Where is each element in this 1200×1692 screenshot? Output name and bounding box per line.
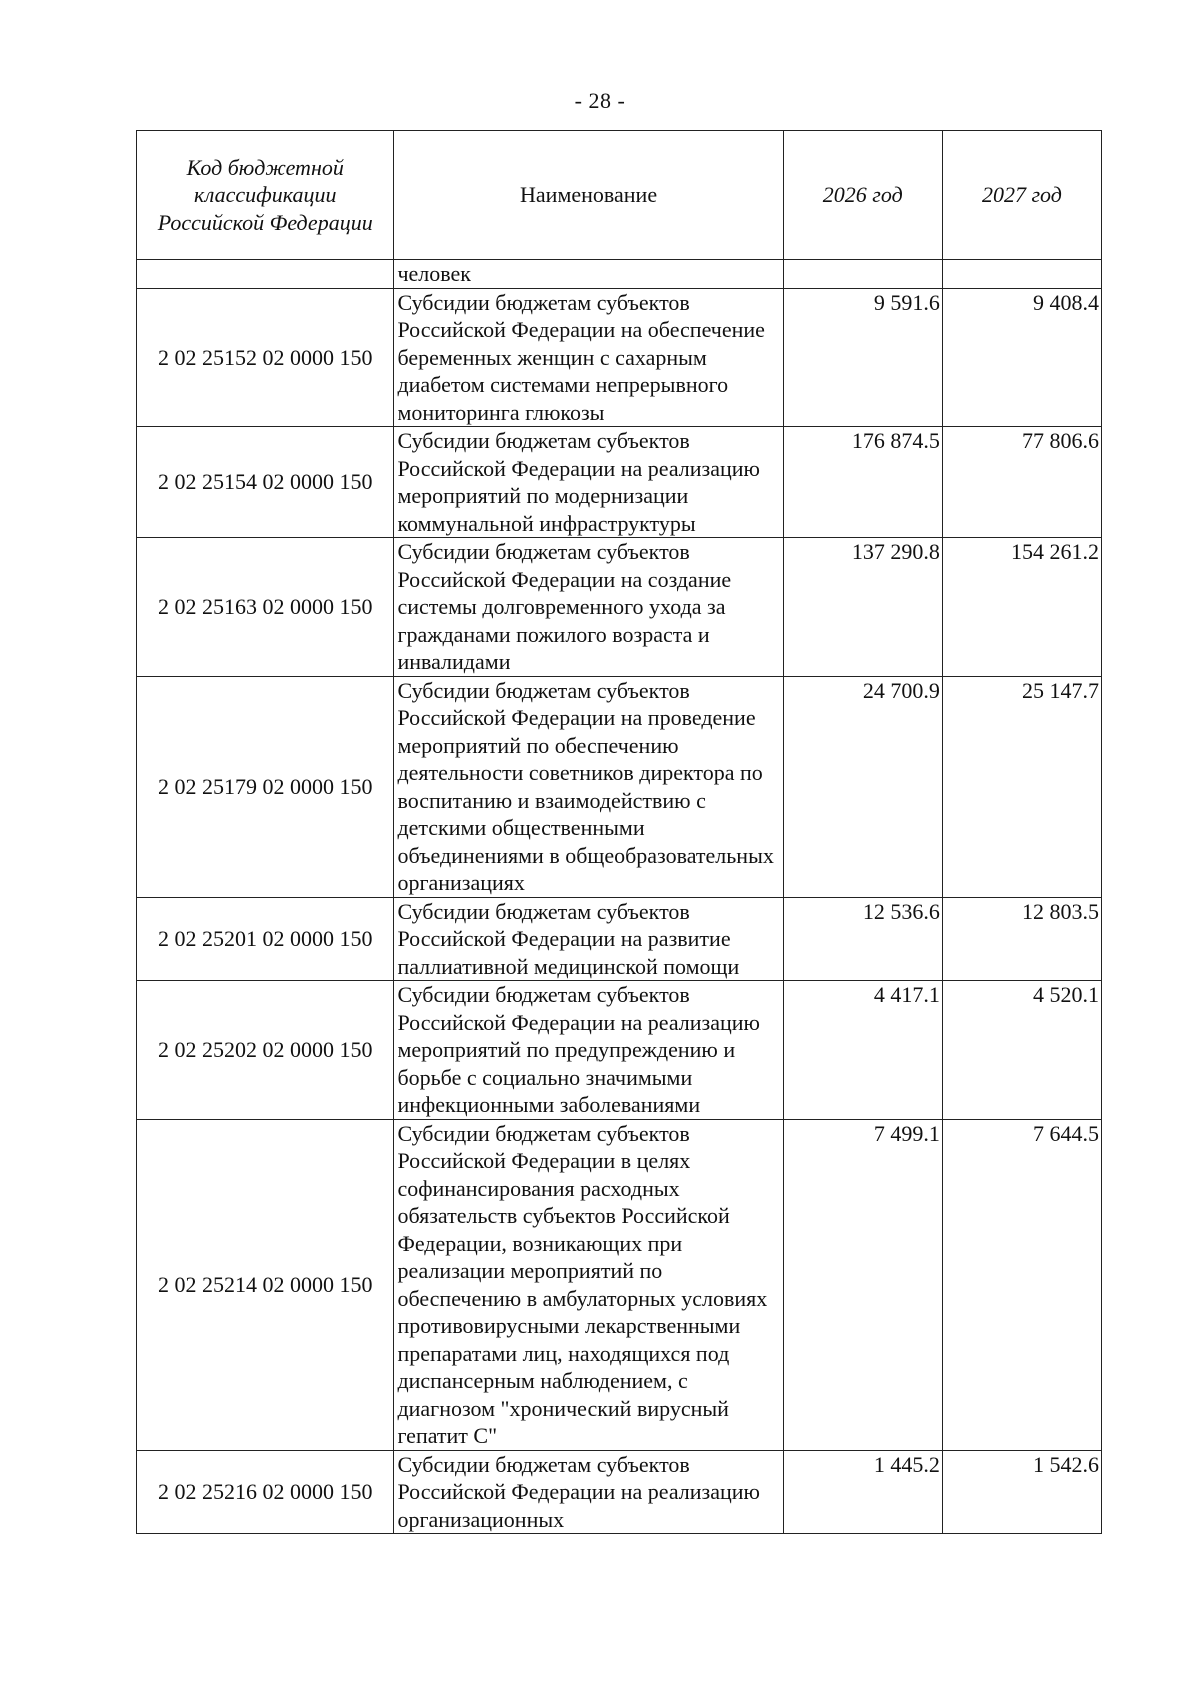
year-2026-cell: 12 536.6 — [783, 897, 942, 981]
name-cell: Субсидии бюджетам субъектов Российской Федерации в целях софинансирования расходных обязательств субъектов Российской Федерации, возникающих при реализации мероприятий по обеспечению в амбулаторных условиях противовирусными лекарственными препаратами лиц, находящихся под диспансерным наблюдением, с диагнозом "хронический вирусный гепатит С" — [394, 1119, 783, 1450]
header-year-2026: 2026 год — [783, 131, 942, 260]
table-row — [137, 288, 1102, 427]
code-cell: 2 02 25152 02 0000 150 — [137, 288, 394, 427]
header-code: Код бюджетной классификации Российской Федерации — [137, 131, 394, 260]
code-cell — [137, 260, 394, 289]
continuation-row — [137, 260, 1102, 289]
table-row — [137, 897, 1102, 981]
year-2027-cell: 1 542.6 — [942, 1450, 1101, 1534]
year-2027-cell: 4 520.1 — [942, 981, 1101, 1120]
name-cell: Субсидии бюджетам субъектов Российской Федерации на создание системы долговременного ухода за гражданами пожилого возраста и инвалидами — [394, 538, 783, 677]
year-2027-cell: 77 806.6 — [942, 427, 1101, 538]
year-2027-cell: 154 261.2 — [942, 538, 1101, 677]
name-cell: Субсидии бюджетам субъектов Российской Федерации на реализацию организационных — [394, 1450, 783, 1534]
name-cell: Субсидии бюджетам субъектов Российской Федерации на реализацию мероприятий по предупреждению и борьбе с социально значимыми инфекционными заболеваниями — [394, 981, 783, 1120]
budget-table — [136, 130, 1102, 1534]
year-2026-cell: 4 417.1 — [783, 981, 942, 1120]
header-name: Наименование — [394, 131, 783, 260]
code-cell: 2 02 25201 02 0000 150 — [137, 897, 394, 981]
year-2027-cell — [942, 260, 1101, 289]
code-cell: 2 02 25202 02 0000 150 — [137, 981, 394, 1120]
year-2026-cell: 1 445.2 — [783, 1450, 942, 1534]
code-cell: 2 02 25216 02 0000 150 — [137, 1450, 394, 1534]
name-cell: человек — [394, 260, 783, 289]
year-2026-cell: 24 700.9 — [783, 676, 942, 897]
header-year-2027: 2027 год — [942, 131, 1101, 260]
year-2026-cell: 176 874.5 — [783, 427, 942, 538]
table-header-row — [137, 131, 1102, 260]
year-2027-cell: 7 644.5 — [942, 1119, 1101, 1450]
page-number: - 28 - — [574, 88, 626, 113]
name-cell: Субсидии бюджетам субъектов Российской Федерации на проведение мероприятий по обеспечению деятельности советников директора по воспитанию и взаимодействию с детскими общественными объединениями в общеобразовательных организациях — [394, 676, 783, 897]
code-cell: 2 02 25214 02 0000 150 — [137, 1119, 394, 1450]
year-2026-cell: 137 290.8 — [783, 538, 942, 677]
name-cell: Субсидии бюджетам субъектов Российской Федерации на развитие паллиативной медицинской помощи — [394, 897, 783, 981]
code-cell: 2 02 25179 02 0000 150 — [137, 676, 394, 897]
table-row — [137, 538, 1102, 677]
name-cell: Субсидии бюджетам субъектов Российской Федерации на реализацию мероприятий по модернизации коммунальной инфраструктуры — [394, 427, 783, 538]
table-row — [137, 676, 1102, 897]
table-row — [137, 1450, 1102, 1534]
table-row — [137, 1119, 1102, 1450]
table-row — [137, 981, 1102, 1120]
code-cell: 2 02 25154 02 0000 150 — [137, 427, 394, 538]
name-cell: Субсидии бюджетам субъектов Российской Федерации на обеспечение беременных женщин с сахарным диабетом системами непрерывного мониторинга глюкозы — [394, 288, 783, 427]
year-2026-cell: 7 499.1 — [783, 1119, 942, 1450]
year-2027-cell: 9 408.4 — [942, 288, 1101, 427]
year-2026-cell: 9 591.6 — [783, 288, 942, 427]
table-row — [137, 427, 1102, 538]
year-2027-cell: 12 803.5 — [942, 897, 1101, 981]
code-cell: 2 02 25163 02 0000 150 — [137, 538, 394, 677]
year-2026-cell — [783, 260, 942, 289]
year-2027-cell: 25 147.7 — [942, 676, 1101, 897]
